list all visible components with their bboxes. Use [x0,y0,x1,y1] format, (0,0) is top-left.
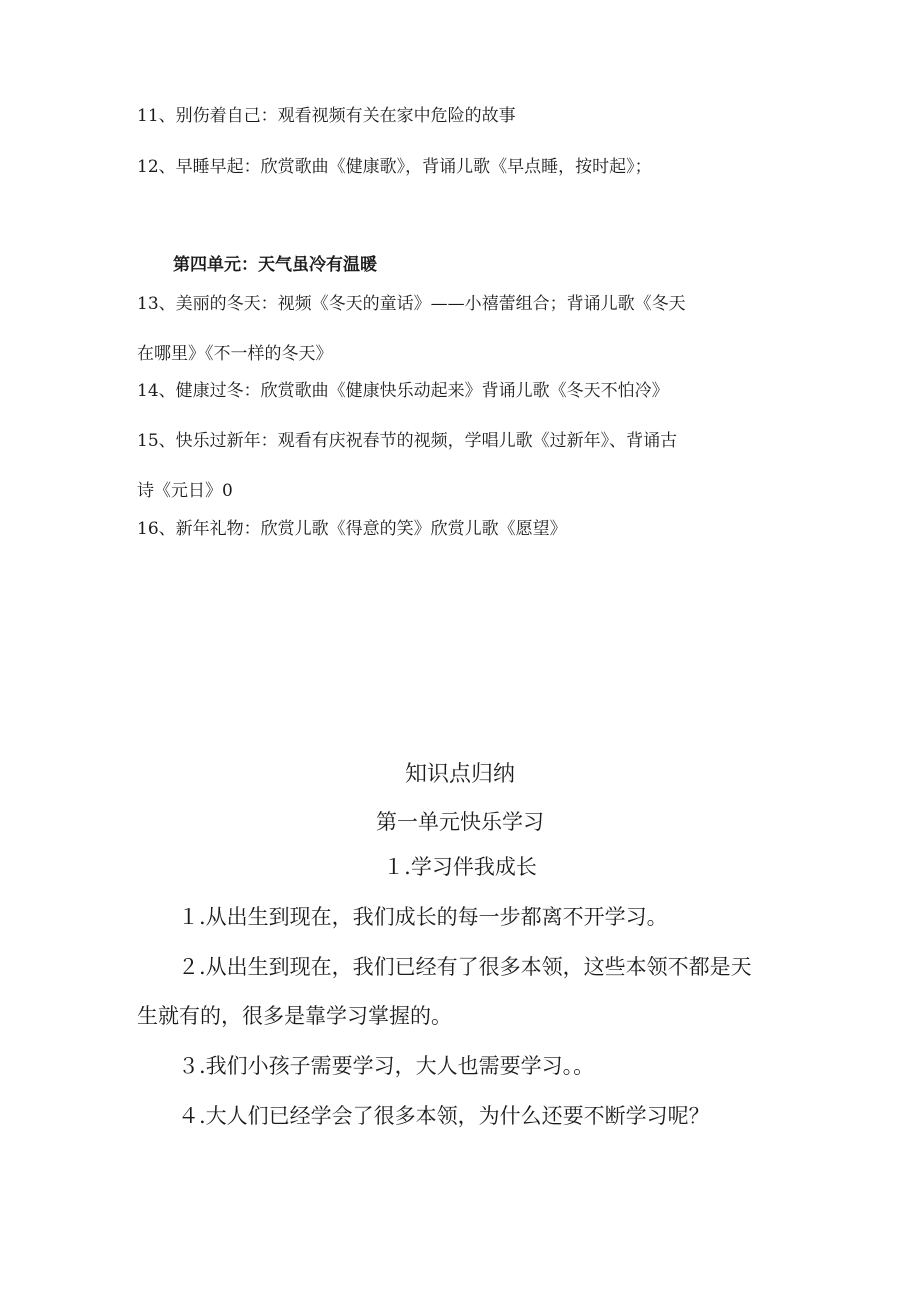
point-2-continued: 生就有的，很多是靠学习掌握的。 [137,1004,452,1028]
point-1: １.从出生到现在，我们成长的每一步都离不开学习。 [178,905,668,929]
point-2: ２.从出生到现在，我们已经有了很多本领，这些本领不都是天 [178,955,752,979]
list-item-15: 15、快乐过新年：观看有庆祝春节的视频，学唱儿歌《过新年》、背诵古 [137,431,678,451]
list-item-16: 16、新年礼物：欣赏儿歌《得意的笑》欣赏儿歌《愿望》 [137,519,567,539]
unit-four-heading: 第四单元：天气虽冷有温暖 [173,255,377,275]
point-3: ３.我们小孩子需要学习，大人也需要学习。。 [178,1054,595,1078]
list-item-11: 11、别伤着自己：观看视频有关在家中危险的故事 [137,106,516,126]
summary-title: 知识点归纳 [404,762,515,787]
lesson-title: １.学习伴我成长 [383,855,537,879]
list-item-13-continued: 在哪里》《不一样的冬天》 [137,344,333,364]
list-item-13: 13、美丽的冬天：视频《冬天的童话》——小禧蕾组合；背诵儿歌《冬天 [137,294,686,314]
list-item-14: 14、健康过冬：欣赏歌曲《健康快乐动起来》背诵儿歌《冬天不怕冷》 [137,381,669,401]
unit-one-title: 第一单元快乐学习 [376,810,544,834]
list-item-12: 12、早睡早起：欣赏歌曲《健康歌》，背诵儿歌《早点睡，按时起》； [137,157,652,177]
point-4: ４.大人们已经学会了很多本领，为什么还要不断学习呢？ [178,1104,710,1128]
list-item-15-continued: 诗《元日》0 [137,481,233,501]
